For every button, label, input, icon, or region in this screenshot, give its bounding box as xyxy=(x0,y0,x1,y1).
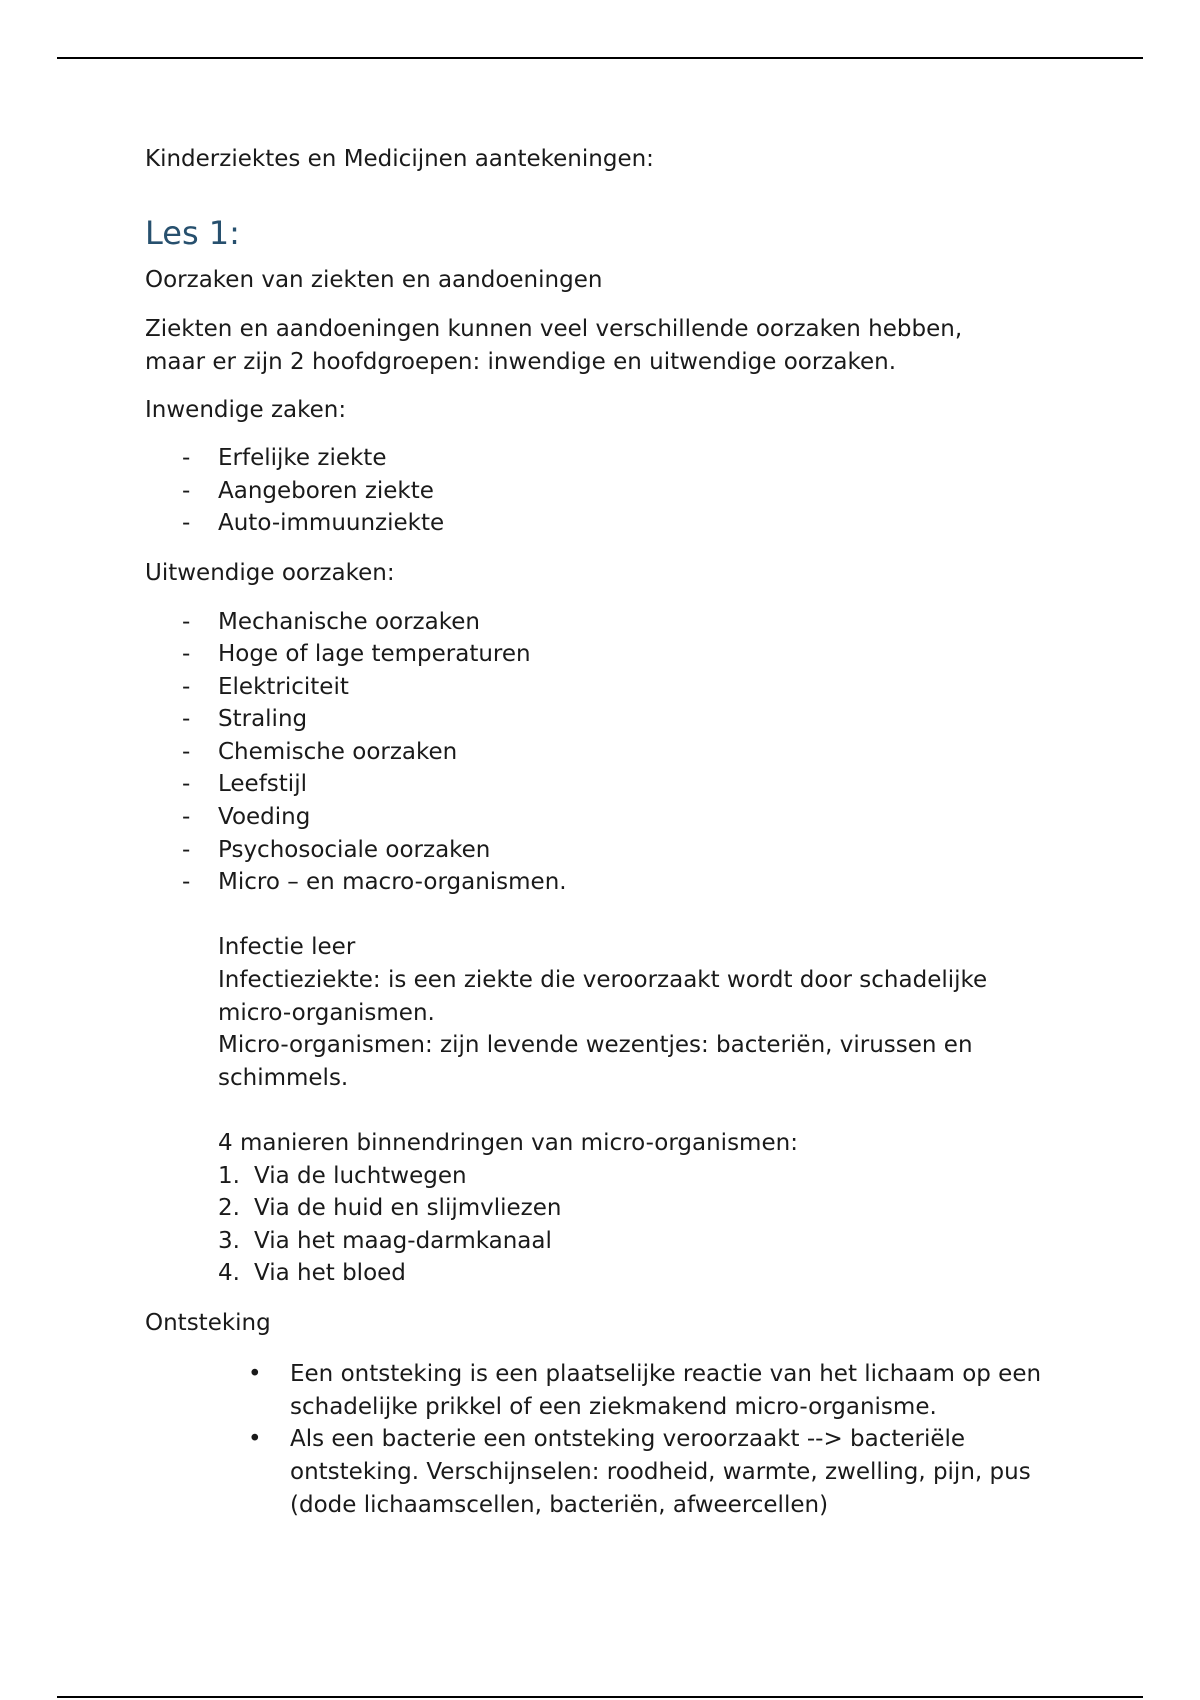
dash-marker: - xyxy=(182,445,191,471)
infection-title: Infectie leer xyxy=(218,934,356,960)
bullet-text: Als een bacterie een ontsteking veroorzaakt --> bacteriële ontsteking. Verschijnselen: roodheid, warmte, zwelling, pijn, pus (dode lichaamscellen, bacteriën, afweercellen) xyxy=(290,1426,1031,1518)
list-item-text: Chemische oorzaken xyxy=(218,739,458,765)
item-text: Via de luchtwegen xyxy=(254,1163,467,1189)
list-item-text: Straling xyxy=(218,706,308,732)
top-rule xyxy=(57,57,1143,59)
list-item-text: Leefstijl xyxy=(218,771,307,797)
bottom-rule xyxy=(57,1696,1143,1698)
list-item-text: Hoge of lage temperaturen xyxy=(218,641,531,667)
entry-ways-label: 4 manieren binnendringen van micro-organismen: xyxy=(218,1130,798,1156)
infection-definition-line-1: Infectieziekte: is een ziekte die veroorzaakt wordt door schadelijke xyxy=(218,967,988,993)
microorganism-definition-line-2: schimmels. xyxy=(218,1065,349,1091)
lesson-heading: Les 1: xyxy=(145,214,240,252)
list-item-text: Micro – en macro-organismen. xyxy=(218,869,567,895)
dash-marker: - xyxy=(182,706,191,732)
section-subheading: Oorzaken van ziekten en aandoeningen xyxy=(145,267,603,293)
internal-causes-label: Inwendige zaken: xyxy=(145,397,347,423)
dash-marker: - xyxy=(182,837,191,863)
external-causes-label: Uitwendige oorzaken: xyxy=(145,560,395,586)
dash-marker: - xyxy=(182,674,191,700)
microorganism-definition-line-1: Micro-organismen: zijn levende wezentjes: bacteriën, virussen en xyxy=(218,1032,973,1058)
bullet-text: Een ontsteking is een plaatselijke reactie van het lichaam op een schadelijke prikkel of een ziekmakend micro-organisme. xyxy=(290,1361,1042,1420)
item-number: 3. xyxy=(218,1228,240,1254)
dash-marker: - xyxy=(182,804,191,830)
intro-paragraph-line-1: Ziekten en aandoeningen kunnen veel verschillende oorzaken hebben, xyxy=(145,316,963,342)
bullet-marker: • xyxy=(248,1426,262,1452)
intro-paragraph-line-2: maar er zijn 2 hoofdgroepen: inwendige en uitwendige oorzaken. xyxy=(145,349,897,375)
list-item-text: Elektriciteit xyxy=(218,674,349,700)
dash-marker: - xyxy=(182,869,191,895)
bullet-marker: • xyxy=(248,1361,262,1387)
list-item-text: Voeding xyxy=(218,804,311,830)
item-number: 2. xyxy=(218,1195,240,1221)
list-item-text: Aangeboren ziekte xyxy=(218,478,434,504)
item-text: Via de huid en slijmvliezen xyxy=(254,1195,562,1221)
list-item-text: Erfelijke ziekte xyxy=(218,445,387,471)
dash-marker: - xyxy=(182,609,191,635)
dash-marker: - xyxy=(182,478,191,504)
list-item-text: Auto-immuunziekte xyxy=(218,510,445,536)
dash-marker: - xyxy=(182,641,191,667)
item-number: 4. xyxy=(218,1260,240,1286)
dash-marker: - xyxy=(182,510,191,536)
dash-marker: - xyxy=(182,771,191,797)
dash-marker: - xyxy=(182,739,191,765)
item-text: Via het bloed xyxy=(254,1260,406,1286)
item-number: 1. xyxy=(218,1163,240,1189)
document-title: Kinderziektes en Medicijnen aantekeningen: xyxy=(145,146,654,172)
inflammation-label: Ontsteking xyxy=(145,1310,271,1336)
list-item-text: Mechanische oorzaken xyxy=(218,609,480,635)
infection-definition-line-2: micro-organismen. xyxy=(218,1000,435,1026)
item-text: Via het maag-darmkanaal xyxy=(254,1228,552,1254)
list-item-text: Psychosociale oorzaken xyxy=(218,837,491,863)
